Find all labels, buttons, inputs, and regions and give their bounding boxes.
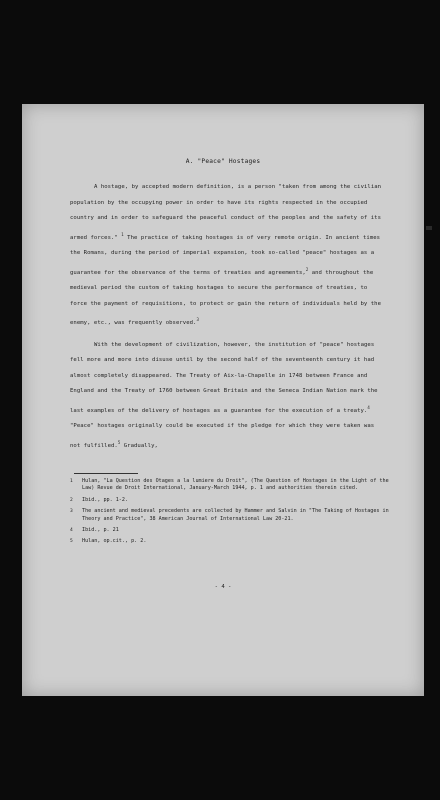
body-text [70,180,385,460]
footnote-text: Hulan, op.cit., p. 2. [82,538,147,545]
footnote-item [70,508,395,523]
footnote-text: The ancient and medieval precedents are collected by Hammer and Salvin in "The Taking of Hostages in Theory and Practice", 38 American Journal of International Law 20-21. [82,508,389,522]
footnotes [70,478,395,550]
footnote-number: 4 [70,528,73,534]
paragraph-text: and throughout the medieval period the custom of taking hostages to secure the performance of treaties, to force the payment of requisitions, to protect or gain the return of individuals held by the enemy, etc., was frequently observed. [70,269,382,326]
footnote-item [70,527,395,534]
footnote-text: Ibid., p. 21 [82,527,119,534]
footnote-ref: 2 [305,266,309,272]
footnote-number: 1 [70,479,73,484]
paragraph-text: The practice of taking hostages is of very remote origin. In ancient times the Romans, during the period of imperial expansion, took so-called "peace" hostages as a guarantee for the observance of the terms of treaties and agreements, [70,234,381,276]
paragraph-text: A hostage, by accepted modern definition, is a person "taken from among the civilian population by the occupying power in order to have its rights respected in the occupied country and in order to safeguard the peaceful conduct of the peoples and the safety of its armed forces." [70,184,382,241]
paragraph-text: "Peace" hostages originally could be executed if the pledge for which they were taken was not fulfilled. [70,423,375,449]
footnote-number: 2 [70,497,73,503]
footnote-item [70,497,395,504]
footnote-divider [74,473,138,474]
page-edge-mark [426,226,432,230]
section-heading: A. "Peace" Hostages [185,158,261,165]
footnote-ref: 1 [121,231,124,237]
footnote-ref: 5 [117,439,121,445]
footnote-number: 5 [70,539,73,545]
paragraph-1 [70,180,385,332]
page-number: - 4 - [214,584,232,590]
paragraph-text: Gradually, [120,442,158,449]
footnote-item [70,538,395,545]
footnote-item [70,478,395,493]
footnote-text: Ibid., pp. 1-2. [82,496,129,503]
paragraph-text: With the development of civilization, however, the institution of "peace" hostages fell more and more into disuse until by the second half of the seventeenth century it had almost completely disappeared. The Treaty of Aix-la-Chapelle in 1748 between France and England and the Treaty of 1760 between Great Britain and the Seneca Indian Nation mark the last examples of the delivery of hostages as a guarantee for the execution of a treaty. [70,341,378,414]
footnote-ref: 3 [196,317,199,322]
document-page [22,104,424,696]
footnote-number: 3 [70,509,73,515]
footnote-ref: 4 [367,404,370,410]
footnote-text: Hulan, "La Question des Otages a la lumiere du Droit", (The Question of Hostages in the Light of the Law) Revue de Droit International, January-March 1944, p. 1 and authorities therein cited. [82,478,389,492]
paragraph-2 [70,338,385,455]
